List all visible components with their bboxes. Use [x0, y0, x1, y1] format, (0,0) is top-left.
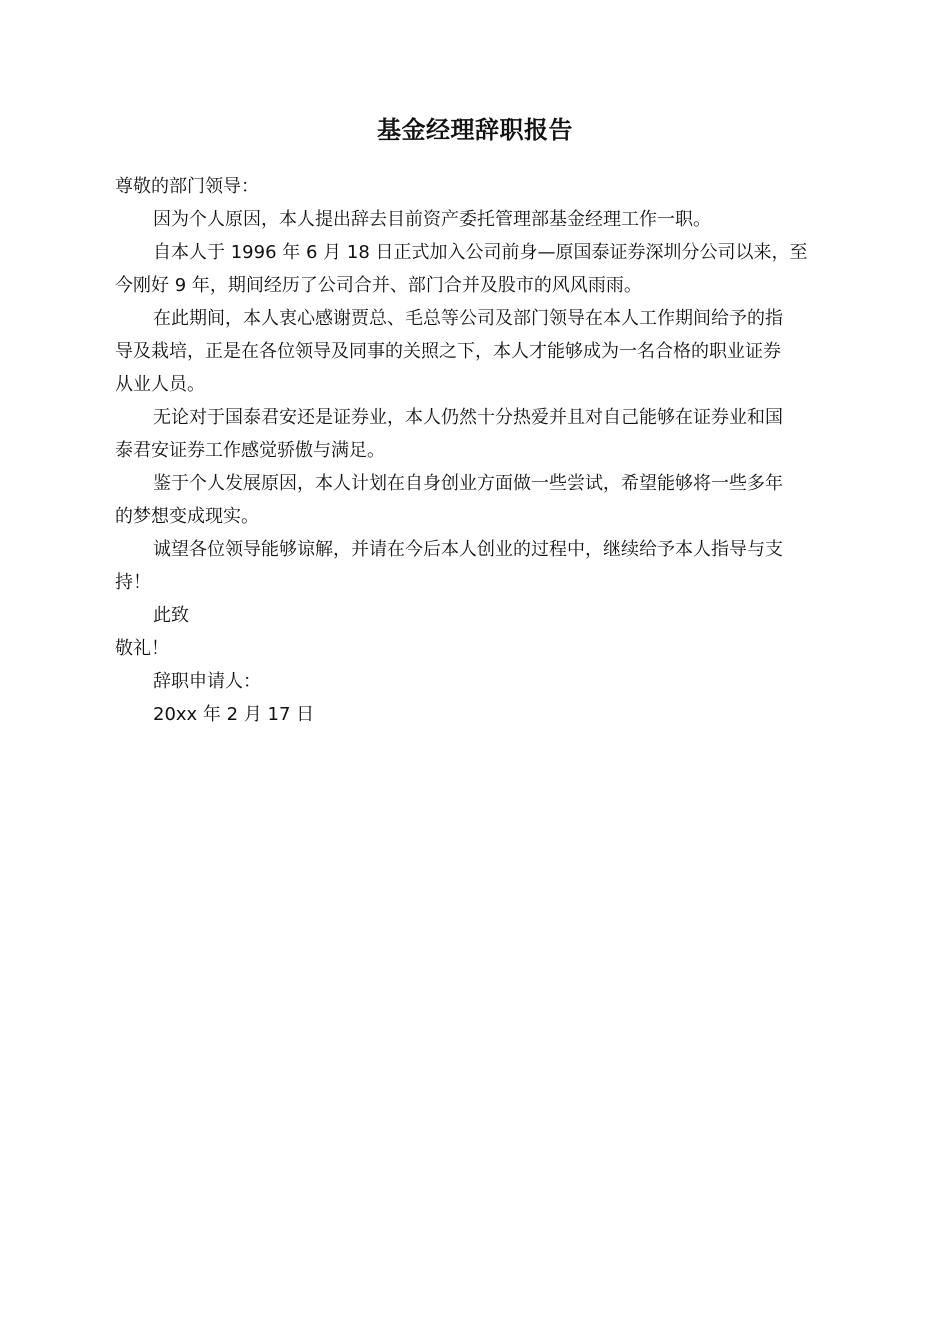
signer-label: 辞职申请人： [153, 671, 261, 692]
paragraph-6-line-2: 持！ [115, 572, 151, 593]
closing-salute: 敬礼！ [115, 638, 169, 659]
letter-date: 20xx 年 2 月 17 日 [153, 704, 315, 725]
letter-body [115, 170, 829, 731]
paragraph-1-line-1: 因为个人原因，本人提出辞去目前资产委托管理部基金经理工作一职。 [153, 209, 711, 230]
paragraph-5-line-2: 的梦想变成现实。 [115, 506, 259, 527]
paragraph-2-line-1: 自本人于 1996 年 6 月 18 日正式加入公司前身—原国泰证券深圳分公司以来，至 [153, 242, 808, 263]
paragraph-3-line-2: 导及栽培，正是在各位领导及同事的关照之下，本人才能够成为一名合格的职业证券 [115, 341, 781, 362]
paragraph-3-line-3: 从业人员。 [115, 374, 205, 395]
paragraph-2-line-2: 今刚好 9 年，期间经历了公司合并、部门合并及股市的风风雨雨。 [115, 275, 642, 296]
paragraph-5-line-1: 鉴于个人发展原因，本人计划在自身创业方面做一些尝试，希望能够将一些多年 [153, 473, 783, 494]
closing-this: 此致 [153, 605, 189, 626]
page-title: 基金经理辞职报告 [377, 116, 573, 144]
paragraph-6-line-1: 诚望各位领导能够谅解，并请在今后本人创业的过程中，继续给予本人指导与支 [153, 539, 783, 560]
paragraph-3-line-1: 在此期间，本人衷心感谢贾总、毛总等公司及部门领导在本人工作期间给予的指 [153, 308, 783, 329]
salutation: 尊敬的部门领导： [115, 176, 259, 197]
paragraph-4-line-2: 泰君安证券工作感觉骄傲与满足。 [115, 440, 385, 461]
paragraph-4-line-1: 无论对于国泰君安还是证券业，本人仍然十分热爱并且对自己能够在证券业和国 [153, 407, 783, 428]
